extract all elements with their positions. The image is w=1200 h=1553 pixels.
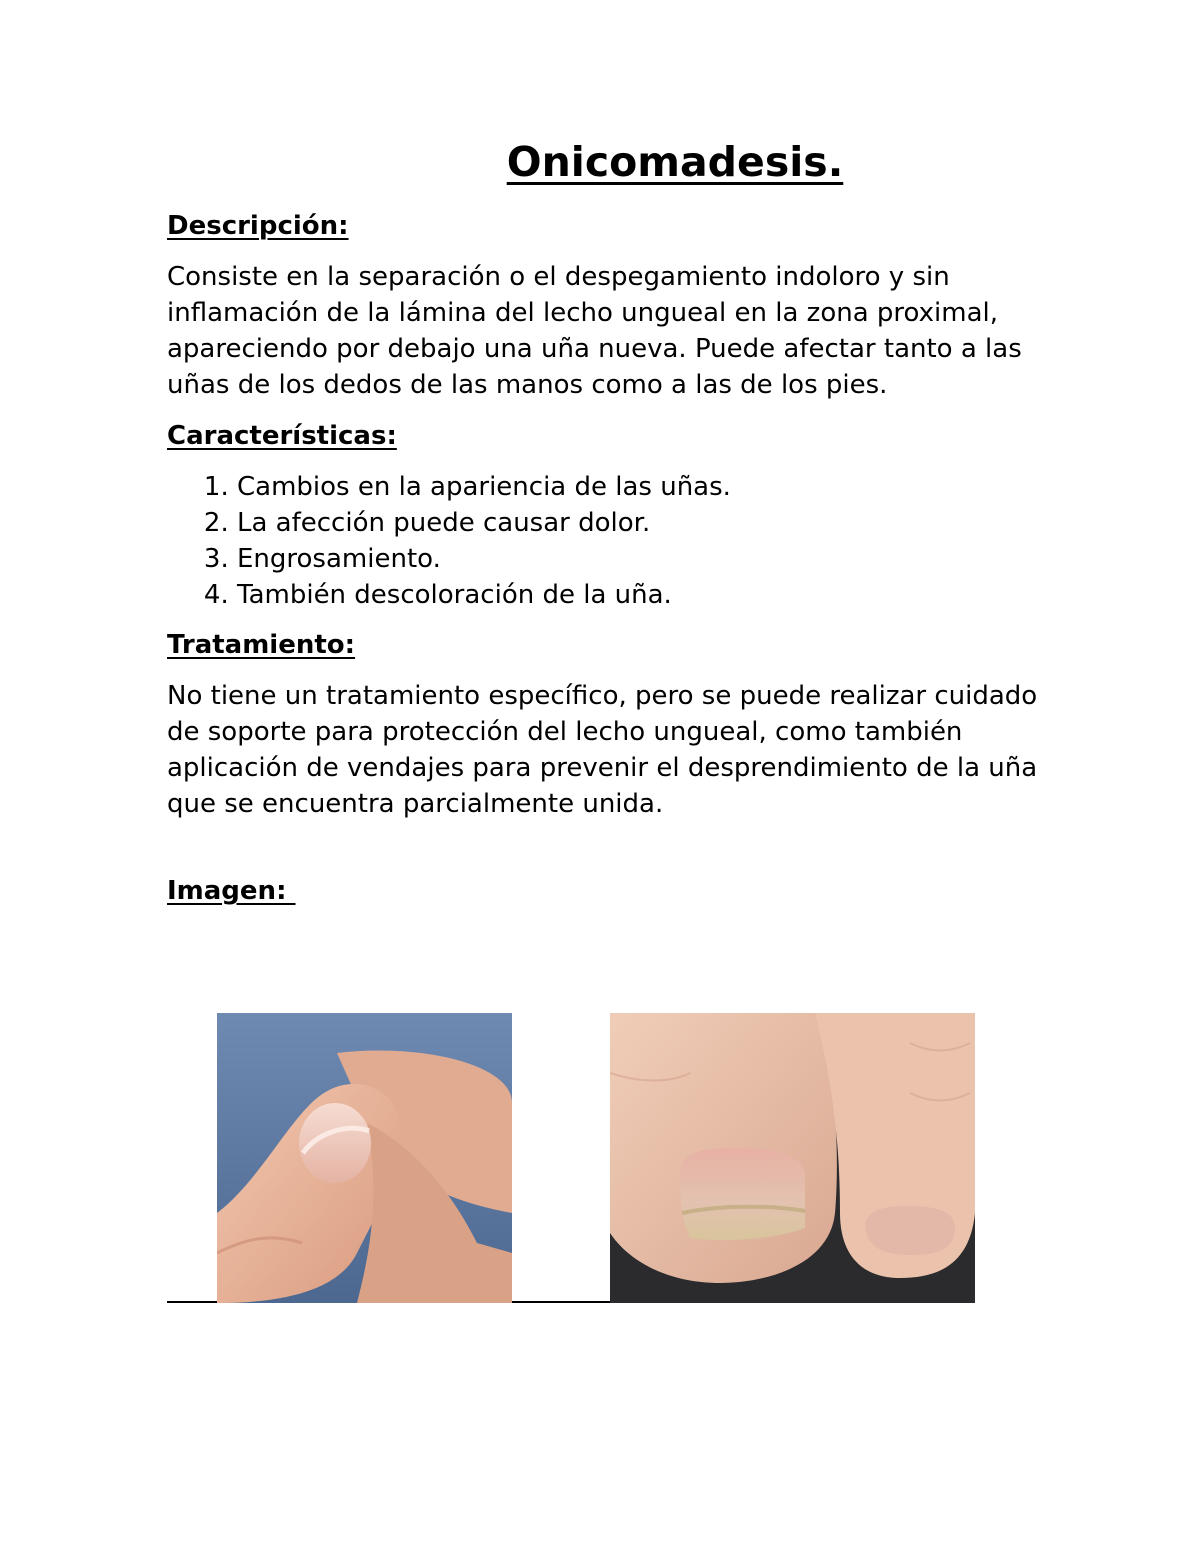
image-row (167, 1013, 977, 1305)
paragraph-descripcion: Consiste en la separación o el despegamiento indoloro y sin inflamación de la lámina del lecho ungueal en la zona proximal, apareciendo por debajo una uña nueva. Puede afectar tanto a las uñas de los dedos de las manos como a las de los pies. (167, 262, 1022, 400)
list-item: 3. Engrosamiento. (237, 541, 1047, 577)
list-item: 2. La afección puede causar dolor. (237, 505, 1047, 541)
list-caracteristicas (167, 469, 1047, 613)
heading-caracteristicas: Características: (167, 421, 397, 451)
list-item: 4. También descoloración de la uña. (237, 577, 1047, 613)
paragraph-tratamiento: No tiene un tratamiento específico, pero se puede realizar cuidado de soporte para protección del lecho ungueal, como también aplicación de vendajes para prevenir el desprendimiento de la uña que se encuentra parcialmente unida. (167, 681, 1038, 819)
fingernail-photo (217, 1013, 512, 1303)
document-title: Onicomadesis. (506, 138, 844, 186)
toenail-photo (610, 1013, 975, 1303)
heading-tratamiento: Tratamiento: (167, 630, 356, 660)
heading-imagen: Imagen: (167, 876, 296, 906)
underline-left (167, 1301, 217, 1303)
underline-middle (512, 1301, 610, 1303)
list-item: 1. Cambios en la apariencia de las uñas. (237, 469, 1047, 505)
heading-descripcion: Descripción: (167, 211, 349, 241)
document-body (167, 208, 1047, 909)
